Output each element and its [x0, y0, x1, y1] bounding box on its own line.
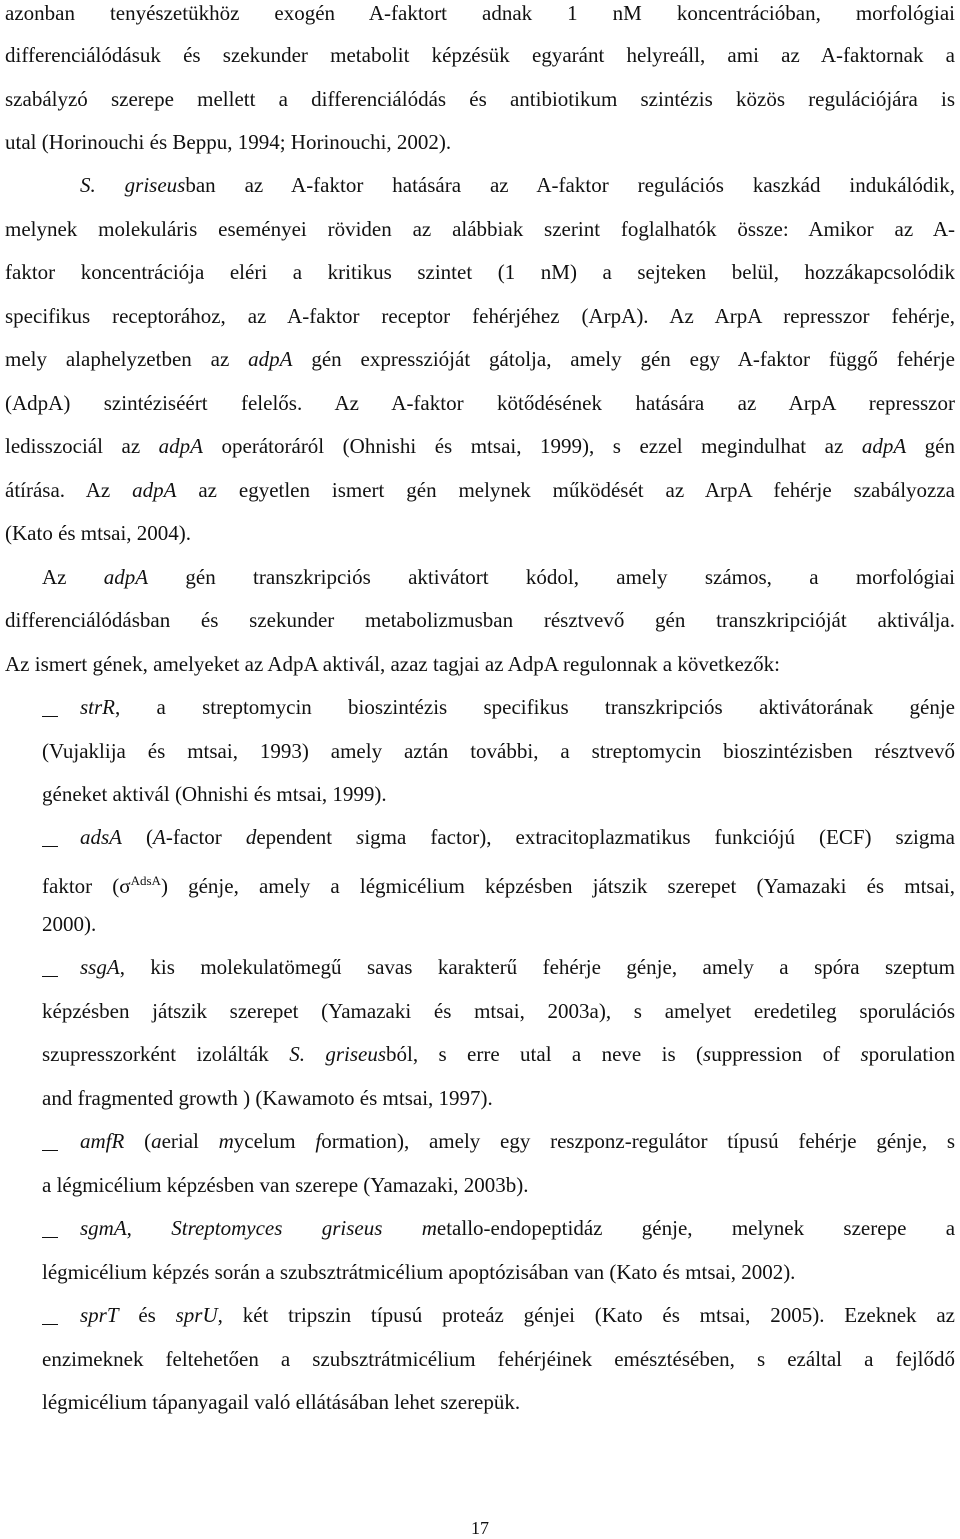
text-span: s — [860, 1042, 869, 1066]
list-item-line: a légmicélium képzésben van szerepe (Yamazaki, 2003b). — [42, 1173, 529, 1197]
list-item-line — [80, 1302, 955, 1328]
text-span: , kis molekulatömegű savas karakterű fehérje génje, amely a spóra szeptum — [119, 955, 955, 979]
body-text-line: azonban tenyészetükhöz exogén A-faktort adnak 1 nM koncentrációban, morfológiai — [5, 1, 955, 25]
text-span: átírása. Az — [5, 478, 133, 502]
text-span: ( — [122, 825, 154, 849]
text-span: ból, s erre utal a neve is ( — [386, 1042, 704, 1066]
text-span: f — [315, 1129, 322, 1153]
list-item-line: and fragmented growth ) (Kawamoto és mtsai, 1997). — [42, 1086, 493, 1110]
text-span: szupresszorként izolálták — [42, 1042, 290, 1066]
body-text-line: szabályzó szerepe mellett a differenciálódás és antibiotikum szintézis közös regulációjára is — [5, 87, 955, 111]
species-name: S. griseus — [289, 1042, 386, 1066]
list-dash — [42, 1237, 58, 1238]
body-text-line: utal (Horinouchi és Beppu, 1994; Horinouchi, 2002). — [5, 130, 452, 154]
text-span: mely alaphelyzetben az — [5, 347, 249, 371]
text-span: és — [118, 1303, 176, 1327]
text-span: porulation — [868, 1042, 955, 1066]
text-span: ( — [124, 1129, 152, 1153]
body-text-line: Az ismert gének, amelyeket az AdpA aktivál, azaz tagjai az AdpA regulonnak a következők: — [5, 652, 780, 676]
list-dash — [42, 1150, 58, 1151]
list-item-line — [42, 868, 955, 899]
list-item-line: 2000). — [42, 912, 97, 936]
body-text-line: melynek molekuláris eseményei röviden az alábbiak szerint foglalhatók össze: Amikor az A- — [5, 217, 955, 241]
gene-name: ssgA — [80, 955, 120, 979]
text-span: a — [151, 1129, 162, 1153]
list-item-line — [80, 694, 955, 720]
body-text-line — [5, 433, 955, 459]
text-span: ycelum — [233, 1129, 316, 1153]
superscript: AdsA — [130, 873, 161, 888]
text-span: s — [703, 1042, 712, 1066]
text-span: gén — [906, 434, 955, 458]
list-dash — [42, 716, 58, 717]
list-item-line — [80, 954, 955, 980]
list-item-line: képzésben játszik szerepet (Yamazaki és mtsai, 2003a), s amelyet eredetileg sporulációs — [42, 999, 955, 1023]
body-text-line — [5, 346, 955, 372]
gene-name: adpA — [861, 434, 907, 458]
text-span: A — [153, 825, 166, 849]
text-span: ban az A-faktor hatására az A-faktor regulációs kaszkád indukálódik, — [185, 173, 955, 197]
body-text-line — [80, 172, 955, 198]
text-span: -factor — [165, 825, 246, 849]
body-text-line: faktor koncentrációja eléri a kritikus szintet (1 nM) a sejteken belül, hozzákapcsolódik — [5, 260, 955, 284]
text-span: igma factor), extracitoplazmatikus funkciójú (ECF) szigma — [364, 825, 955, 849]
text-span: Az — [42, 565, 104, 589]
list-item-line — [42, 1041, 955, 1067]
list-dash — [42, 1324, 58, 1325]
gene-name: adpA — [132, 478, 177, 502]
body-text-line: differenciálódásuk és szekunder metabolit képzésük egyaránt helyreáll, ami az A-faktornak a — [5, 43, 955, 67]
text-span: , — [126, 1216, 172, 1240]
gene-name: sgmA — [80, 1216, 127, 1240]
text-span: faktor (σ — [42, 874, 131, 898]
text-span: az egyetlen ismert gén melynek működését az ArpA fehérje szabályozza — [176, 478, 955, 502]
list-dash — [42, 976, 58, 977]
text-span: etallo-endopeptidáz génje, melynek szerepe a — [436, 1216, 956, 1240]
body-text-line: (AdpA) szintéziséért felelős. Az A-faktor kötődésének hatására az ArpA represszor — [5, 391, 955, 415]
list-item-line — [80, 1128, 955, 1154]
gene-name: adpA — [248, 347, 293, 371]
text-span: m — [382, 1216, 437, 1240]
body-text-line: differenciálódásban és szekunder metabolizmusban résztvevő gén transzkripcióját aktiválja. — [5, 608, 955, 632]
list-item-line — [80, 824, 955, 850]
text-span: s — [356, 825, 365, 849]
body-text-line: (Kato és mtsai, 2004). — [5, 521, 192, 545]
text-span: gén transzkripciós aktivátort kódol, amely számos, a morfológiai — [148, 565, 955, 589]
text-span: d — [245, 825, 257, 849]
text-span: operátoráról (Ohnishi és mtsai, 1999), s ezzel megindulhat az — [203, 434, 862, 458]
list-item-line: légmicélium képzés során a szubsztrátmicélium apoptózisában van (Kato és mtsai, 2002). — [42, 1260, 796, 1284]
species-name: Streptomyces griseus — [171, 1216, 383, 1240]
list-dash — [42, 846, 58, 847]
text-span: , két tripszin típusú proteáz génjei (Kato és mtsai, 2005). Ezeknek az — [217, 1303, 955, 1327]
gene-name: adpA — [158, 434, 203, 458]
text-span: gén expresszióját gátolja, amely gén egy A-faktor függő fehérje — [292, 347, 956, 371]
body-text-line: specifikus receptorához, az A-faktor receptor fehérjéhez (ArpA). Az ArpA represszor fehérje, — [5, 304, 955, 328]
text-span: erial — [161, 1129, 219, 1153]
list-item-line: légmicélium tápanyagail való ellátásában lehet szerepük. — [42, 1390, 521, 1414]
text-span: ledisszociál az — [5, 434, 159, 458]
text-span: , a streptomycin bioszintézis specifikus transzkripciós aktivátorának génje — [115, 695, 955, 719]
gene-name: adsA — [80, 825, 122, 849]
list-item-line: géneket aktivál (Ohnishi és mtsai, 1999). — [42, 782, 387, 806]
text-span: ependent — [256, 825, 357, 849]
gene-name: sprT — [80, 1303, 119, 1327]
text-span: ormation), amely egy reszponz-regulátor típusú fehérje génje, s — [321, 1129, 955, 1153]
page-number: 17 — [471, 1518, 489, 1538]
gene-name: amfR — [80, 1129, 125, 1153]
list-item-line: enzimeknek feltehetően a szubsztrátmicélium fehérjéinek emésztésében, s ezáltal a fejlődő — [42, 1347, 955, 1371]
body-text-line — [42, 564, 955, 590]
text-span: ) génje, amely a légmicélium képzésben játszik szerepet (Yamazaki és mtsai, — [160, 874, 955, 898]
text-span: m — [218, 1129, 234, 1153]
gene-name: sprU — [175, 1303, 218, 1327]
gene-name: adpA — [103, 565, 149, 589]
species-name: S. griseus — [80, 173, 186, 197]
list-item-line — [80, 1215, 955, 1241]
list-item-line: (Vujaklija és mtsai, 1993) amely aztán további, a streptomycin bioszintézisben résztvevő — [42, 739, 955, 763]
text-span: uppression of — [711, 1042, 861, 1066]
body-text-line — [5, 477, 955, 503]
gene-name: strR — [80, 695, 116, 719]
